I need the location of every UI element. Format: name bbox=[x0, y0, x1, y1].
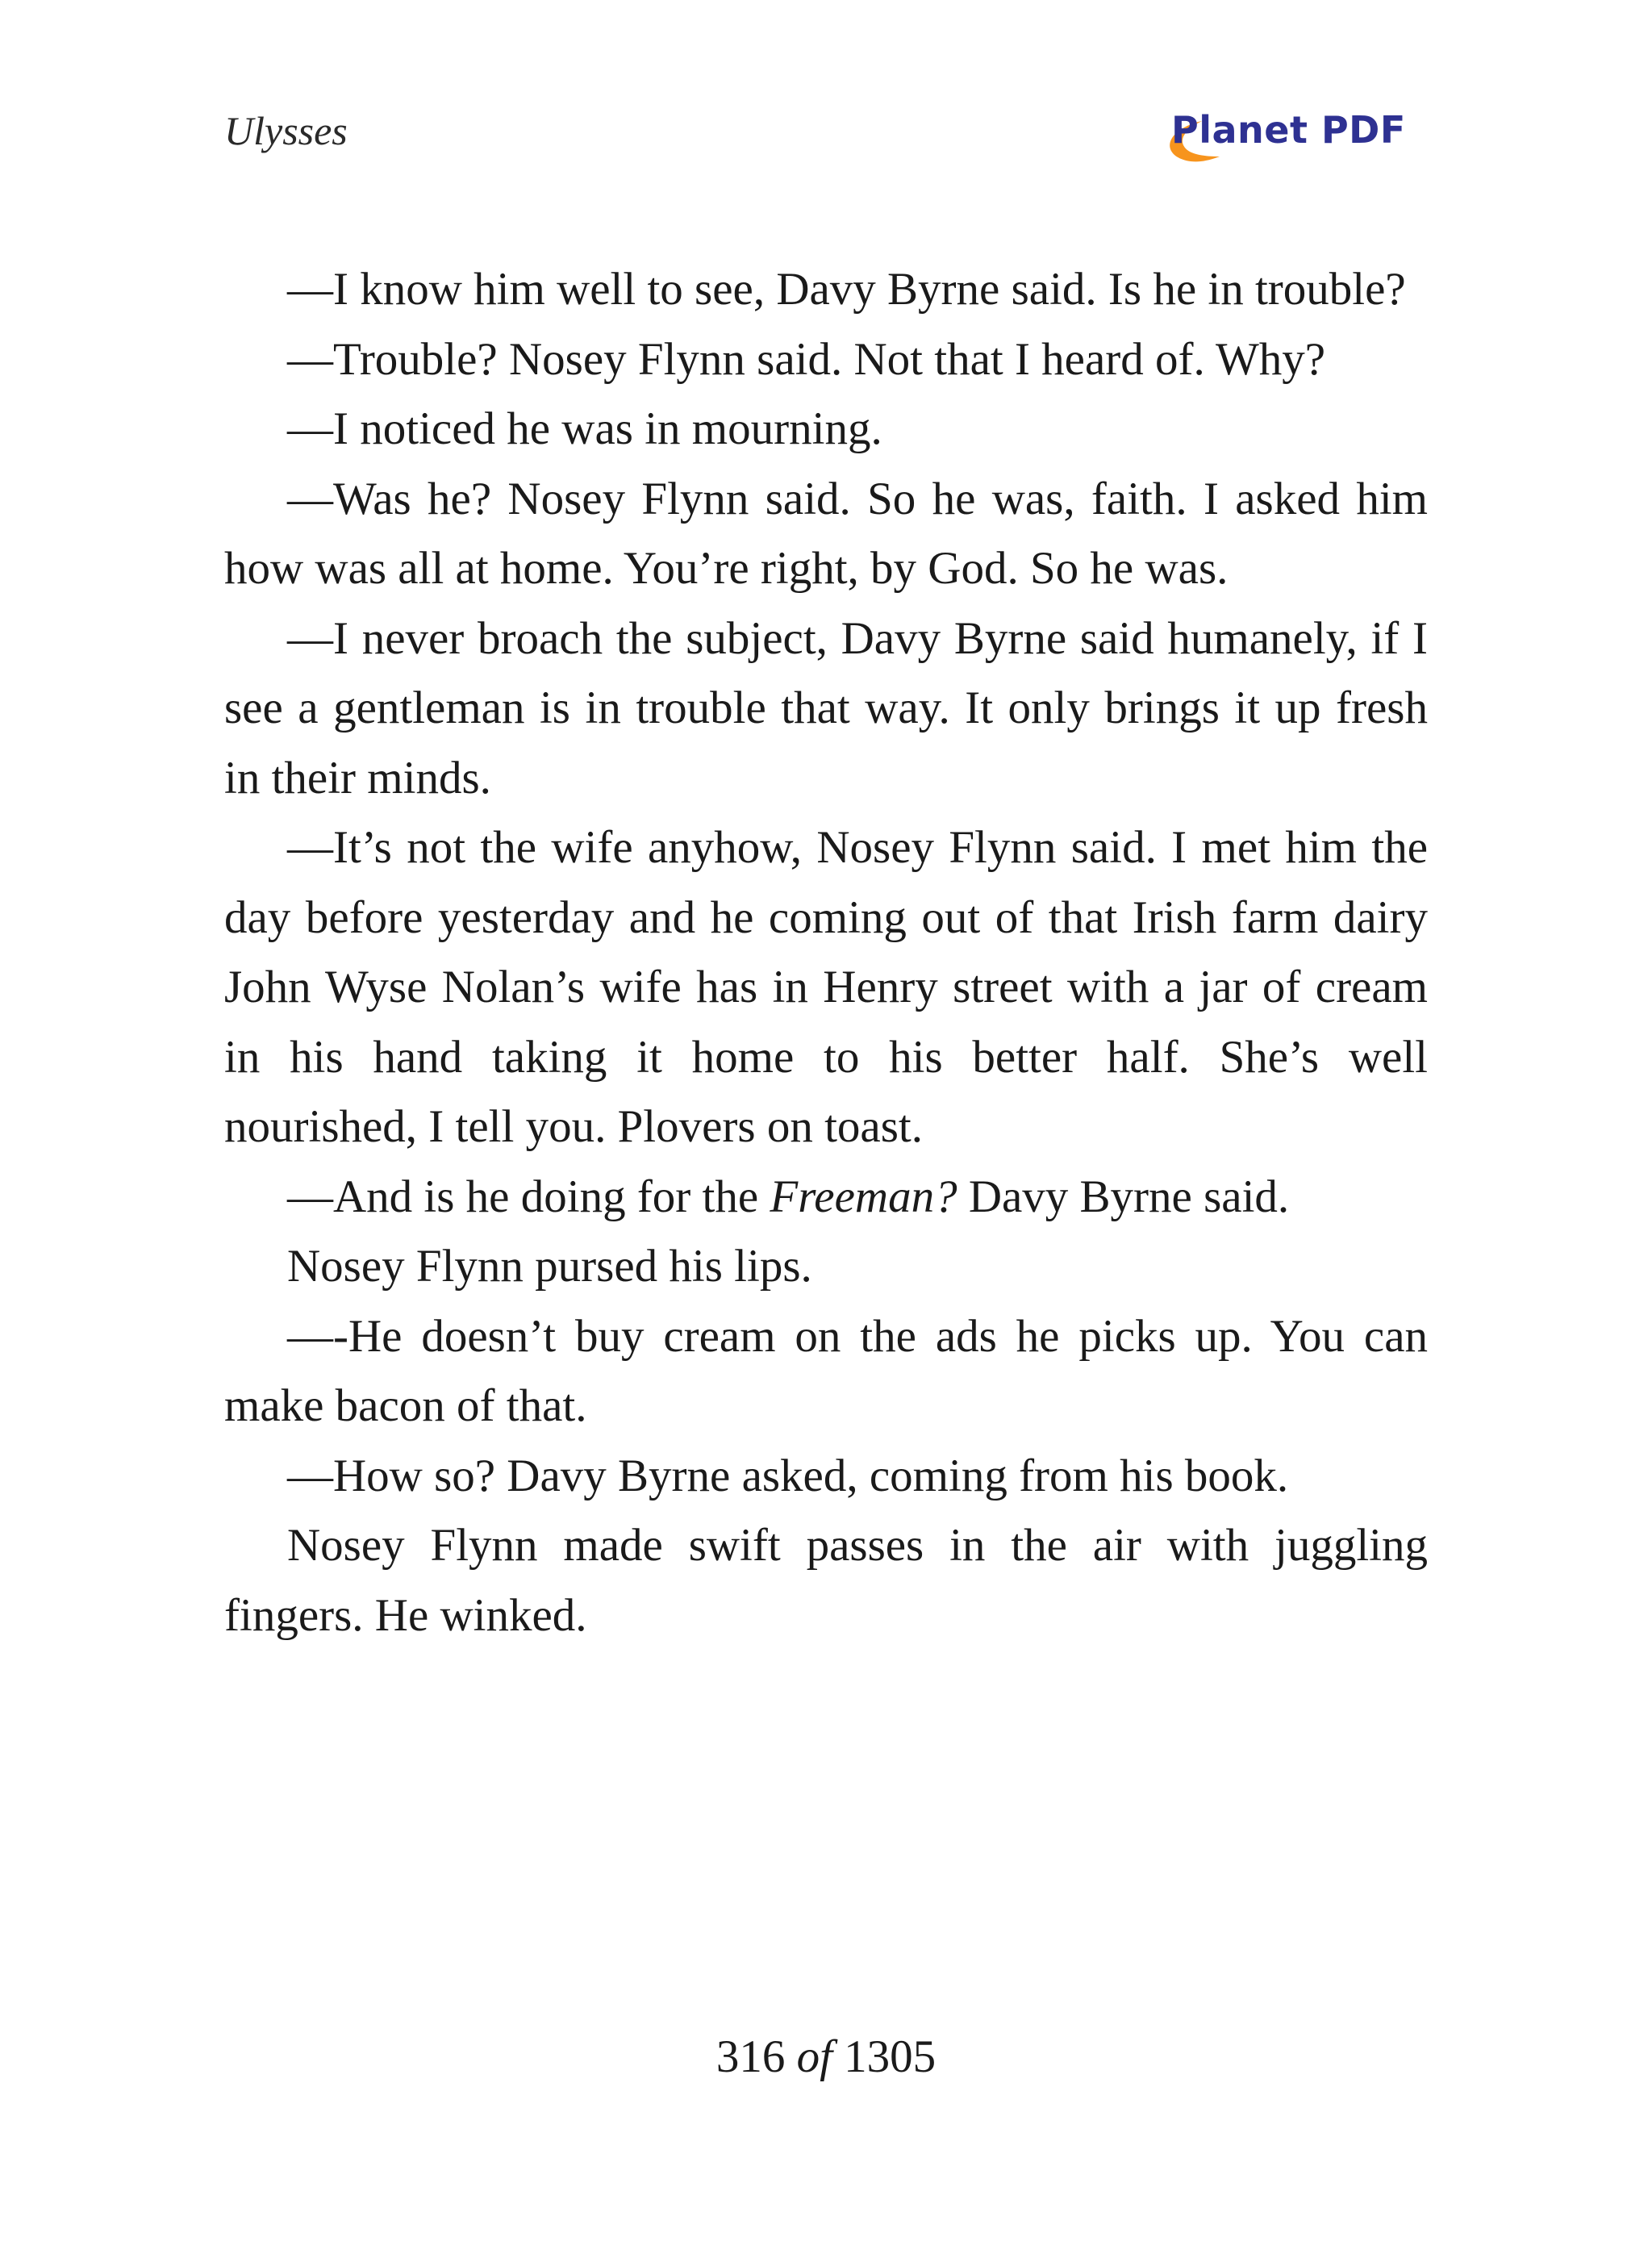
of-label: of bbox=[796, 2031, 832, 2082]
planet-pdf-logo bbox=[1158, 105, 1416, 169]
paragraph: —Trouble? Nosey Flynn said. Not that I heard of. Why? bbox=[287, 333, 1326, 385]
paragraph: —-He doesn’t buy cream on the ads he picks up. You can make bacon of that. bbox=[224, 1310, 1428, 1431]
paragraph: —It’s not the wife anyhow, Nosey Flynn said. I met him the day before yesterday and he coming out of that Irish farm dairy John Wyse Nolan’s wife has in Henry street with a jar of cream in his hand taking it home to his better half. She’s well nourished, I tell you. Plovers on toast. bbox=[224, 822, 1428, 1152]
paragraph: —And is he doing for the Freeman? Davy Byrne said. bbox=[287, 1171, 1290, 1222]
logo-text: Planet PDF bbox=[1171, 108, 1406, 152]
paragraph: Nosey Flynn pursed his lips. bbox=[287, 1241, 812, 1292]
current-page: 316 bbox=[715, 2031, 786, 2082]
paragraph: —I know him well to see, Davy Byrne said. Is he in trouble? bbox=[287, 264, 1406, 315]
paragraph: —How so? Davy Byrne asked, coming from his book. bbox=[287, 1450, 1289, 1501]
page-header bbox=[224, 105, 1428, 169]
paragraph: —Was he? Nosey Flynn said. So he was, faith. I asked him how was all at home. You’re right, by God. So he was. bbox=[224, 473, 1428, 594]
paragraph: —I noticed he was in mourning. bbox=[287, 403, 882, 454]
body-text bbox=[224, 255, 1428, 1651]
total-pages: 1305 bbox=[844, 2031, 937, 2082]
paragraph: —I never broach the subject, Davy Byrne said humanely, if I see a gentleman is in trouble that way. It only brings it up fresh in their minds. bbox=[224, 612, 1428, 804]
paragraph: Nosey Flynn made swift passes in the air with juggling fingers. He winked. bbox=[224, 1520, 1428, 1641]
book-title: Ulysses bbox=[224, 108, 348, 153]
newspaper-title: Freeman? bbox=[770, 1171, 957, 1222]
page-number bbox=[0, 2029, 1652, 2085]
